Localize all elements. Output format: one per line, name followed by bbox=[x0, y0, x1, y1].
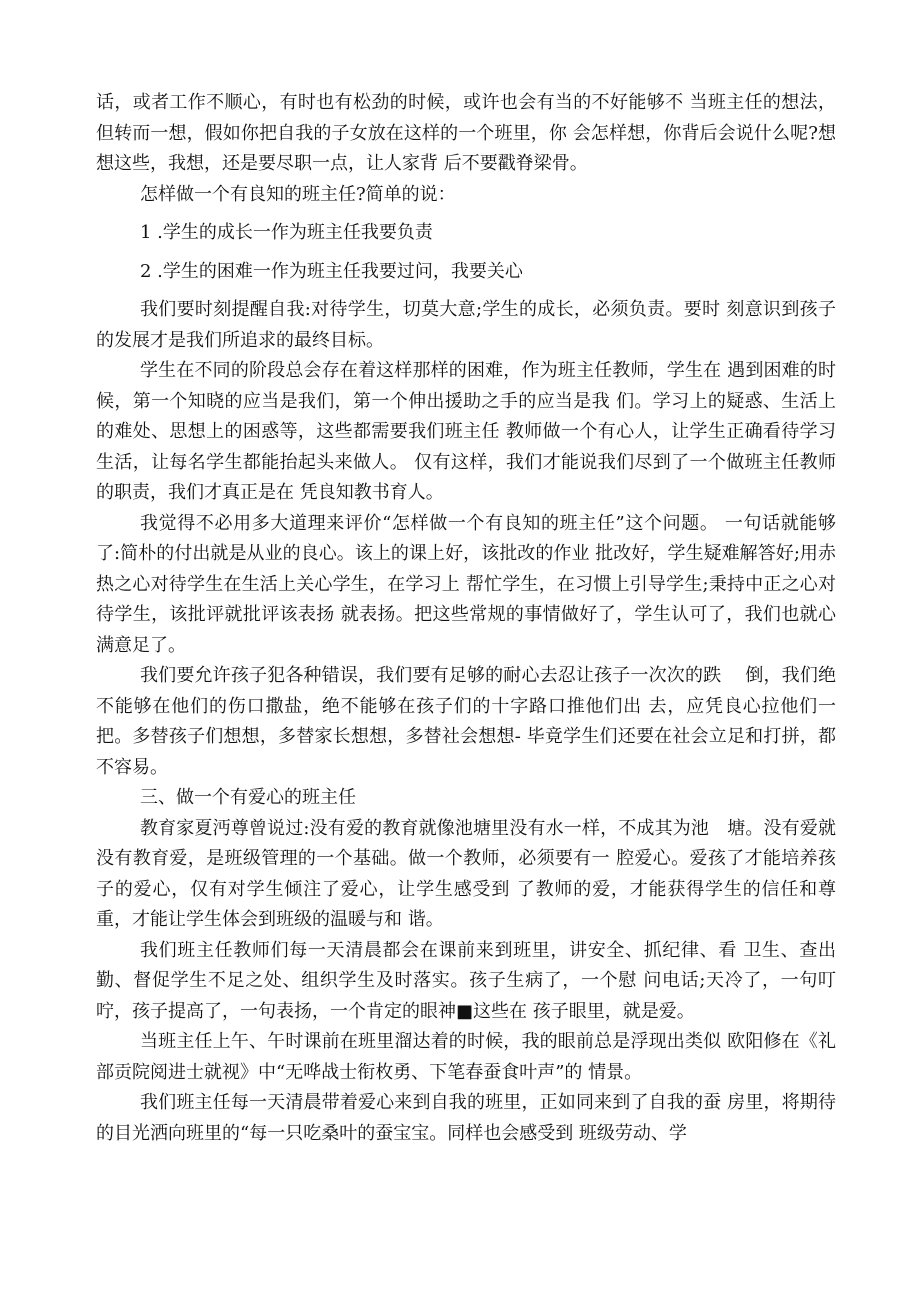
paragraph: 我们班主任教师们每一天清晨都会在课前来到班里，讲安全、抓纪律、看 卫生、查出勤、督促学生不足之处、组织学生及时落实。孩子生病了，一个慰 问电话;天冷了，一句叮咛，孩子提高了，一句表扬，一个肯定的眼神■这些在 孩子眼里，就是爱。 bbox=[96, 939, 836, 1022]
section-heading: 三、做一个有爱心的班主任 bbox=[140, 787, 356, 808]
paragraph: 我们班主任每一天清晨带着爱心来到自我的班里，正如同来到了自我的蚕 房里，将期待的目光洒向班里的“每一只吃桑叶的蚕宝宝。同样也会感受到 班级劳动、学 bbox=[96, 1092, 836, 1144]
paragraph: 学生在不同的阶段总会存在着这样那样的困难，作为班主任教师，学生在 遇到困难的时候，第一个知晓的应当是我们，第一个伸出援助之手的应当是我 们。学习上的疑惑、生活上的难处、思想上的困惑等，这些都需要我们班主任 教师做一个有心人，让学生正确看待学习生活，让每名学生都能抬起头来做人。 仅有这样，我们才能说我们尽到了一个做班主任教师的职责，我们才真正是在 凭良知教书育人。 bbox=[96, 360, 836, 503]
paragraph: 我觉得不必用多大道理来评价“怎样做一个有良知的班主任”这个问题。 一句话就能够了:简朴的付出就是从业的良心。该上的课上好，该批改的作业 批改好，学生疑难解答好;用赤热之心对待学生在生活上关心学生，在学习上 帮忙学生，在习惯上引导学生;秉持中正之心对待学生，该批评就批评该表扬 就表扬。把这些常规的事情做好了，学生认可了，我们也就心满意足了。 bbox=[96, 512, 836, 656]
paragraph: 话，或者工作不顺心，有时也有松劲的时候，或许也会有当的不好能够不 当班主任的想法，但转而一想，假如你把自我的子女放在这样的一个班里，你 会怎样想，你背后会说什么呢?想想这些，我想，还是要尽职一点，让人家背 后不要戳脊梁骨。 bbox=[96, 92, 836, 174]
paragraph: 当班主任上午、午时课前在班里溜达着的时候，我的眼前总是浮现出类似 欧阳修在《礼部贡院阅进士就视》中“无哗战士衔枚勇、下笔春蚕食叶声”的 情景。 bbox=[96, 1031, 836, 1083]
list-item: 2 .学生的困难一作为班主任我要过问，我要关心 bbox=[140, 260, 523, 282]
paragraph: 我们要时刻提醒自我:对待学生，切莫大意;学生的成长，必须负责。要时 刻意识到孩子的发展才是我们所追求的最终目标。 bbox=[96, 299, 836, 351]
paragraph: 教育家夏沔尊曾说过:没有爱的教育就像池塘里没有水一样，不成其为池 塘。没有爱就没有教育爱，是班级管理的一个基础。做一个教师，必须要有一 腔爱心。爱孩了才能培养孩子的爱心，仅有对学生倾注了爱心，让学生感受到 了教师的爱，才能获得学生的信任和尊重，才能让学生体会到班级的温暖与和 谐。 bbox=[96, 817, 836, 930]
paragraph: 我们要允许孩子犯各种错误，我们要有足够的耐心去忍让孩子一次次的跌 倒，我们绝不能够在他们的伤口撒盐，绝不能够在孩子们的十字路口推他们出 去，应凭良心拉他们一把。多替孩子们想想，多替家长想想，多替社会想想- 毕竟学生们还要在社会立足和打拼，都不容易。 bbox=[96, 665, 836, 778]
list-item: 1 .学生的成长一作为班主任我要负责 bbox=[140, 222, 433, 243]
document-body bbox=[96, 88, 836, 1149]
paragraph: 怎样做一个有良知的班主任?简单的说： bbox=[140, 183, 456, 205]
